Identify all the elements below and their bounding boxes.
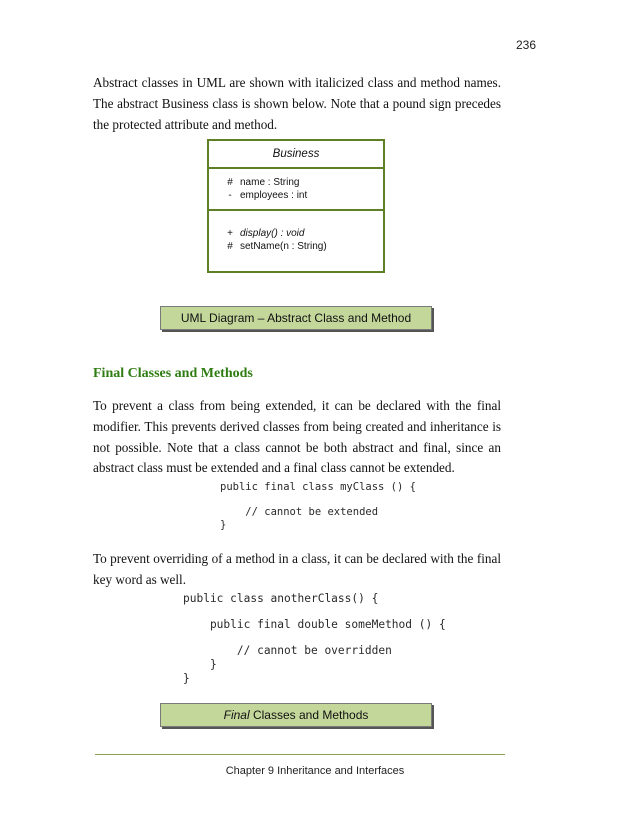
method-text: setName(n : String) bbox=[240, 241, 327, 252]
code-line: } bbox=[183, 672, 190, 685]
uml-attribute-row bbox=[209, 189, 383, 202]
visibility-symbol: - bbox=[228, 190, 232, 201]
code-line: public final class myClass () { bbox=[220, 481, 416, 493]
section-heading: Final Classes and Methods bbox=[93, 366, 253, 381]
final-paragraph: To prevent a class from being extended, it can be declared with the final modifier. This prevents derived classes from being created and inheritance is not possible. Note that a class cannot be both abstract and final, since an abstract class must be extended and a final class cannot be extended. bbox=[93, 398, 501, 476]
override-paragraph: To prevent overriding of a method in a class, it can be declared with the final key word as well. bbox=[93, 551, 501, 587]
code-block-final-method bbox=[183, 592, 446, 692]
uml-attributes bbox=[209, 169, 383, 211]
caption-italic-word: Final bbox=[223, 708, 250, 722]
code-line: // cannot be overridden bbox=[183, 644, 392, 657]
code-block-final-class bbox=[220, 481, 420, 541]
method-text: display() : void bbox=[240, 228, 305, 239]
attribute-text: employees : int bbox=[240, 190, 308, 201]
caption-rest: Classes and Methods bbox=[249, 708, 369, 722]
footer-divider bbox=[95, 754, 505, 755]
figure-caption-final bbox=[160, 703, 432, 727]
code-line: public class anotherClass() { bbox=[183, 592, 379, 605]
uml-attribute-row bbox=[209, 176, 383, 189]
chapter-footer: Chapter 9 Inheritance and Interfaces bbox=[225, 765, 405, 777]
intro-paragraph: Abstract classes in UML are shown with italicized class and method names. The abstract Business class is shown below. Note that a pound sign precedes the protected attribute and method. bbox=[93, 75, 501, 132]
visibility-symbol: # bbox=[227, 241, 233, 252]
figure-caption-uml: UML Diagram – Abstract Class and Method bbox=[160, 306, 432, 330]
page-number: 236 bbox=[515, 38, 536, 52]
uml-method-row bbox=[209, 227, 383, 240]
code-line: } bbox=[183, 658, 217, 671]
attribute-text: name : String bbox=[240, 177, 300, 188]
visibility-symbol: # bbox=[227, 177, 233, 188]
visibility-symbol: + bbox=[227, 228, 233, 239]
uml-class-diagram bbox=[207, 139, 385, 273]
uml-method-row bbox=[209, 240, 383, 253]
uml-class-name: Business bbox=[209, 141, 383, 169]
uml-methods bbox=[209, 211, 383, 253]
code-line: // cannot be extended bbox=[220, 506, 379, 518]
code-line: public final double someMethod () { bbox=[183, 618, 446, 631]
code-line: } bbox=[220, 519, 227, 531]
